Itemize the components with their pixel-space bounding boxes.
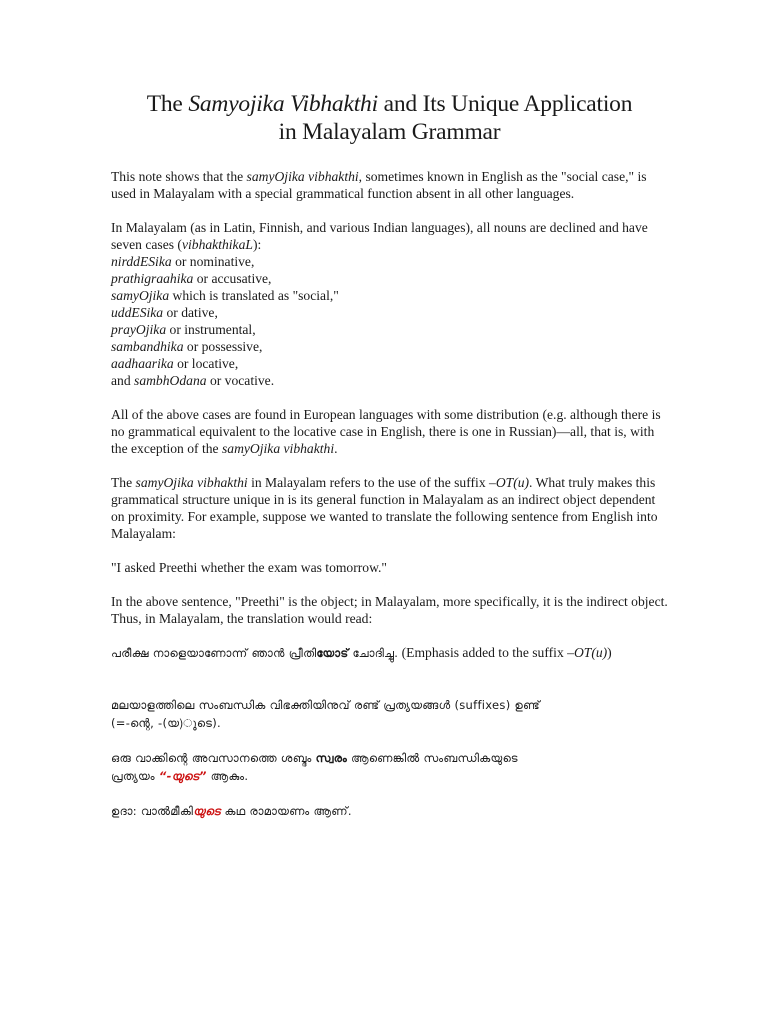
title-italic: Samyojika Vibhakthi: [188, 91, 378, 117]
emphasized-word: സ്വരം: [315, 751, 348, 765]
paragraph-cases: [111, 219, 668, 389]
malayalam-text: ഒരു വാക്കിന്റെ അവസാനത്തെ ശബ്ദം: [111, 751, 316, 765]
malayalam-text: ഉദാ: വാൽമീകി: [111, 804, 194, 818]
paragraph-intro: [111, 168, 668, 202]
paragraph-european: [111, 406, 668, 457]
malayalam-paragraph-1: [111, 696, 668, 732]
title-suffix: and Its Unique Application: [377, 91, 633, 117]
term: samyOjika vibhakthi: [246, 169, 359, 184]
malayalam-text: പ്രത്യയം: [111, 769, 159, 783]
paragraph-suffix: [111, 474, 668, 542]
title-line2: in Malayalam Grammar: [278, 119, 501, 145]
malayalam-text: ആണെങ്കിൽ സംബന്ധികയുടെ: [347, 751, 518, 765]
case-item: and sambhOdana or vocative.: [111, 373, 275, 388]
text: ): [607, 645, 612, 660]
highlighted-suffix: യുടെ: [193, 804, 221, 818]
highlighted-suffix: “-യുടെ”: [158, 769, 207, 783]
malayalam-text: ചോദിച്ചു.: [348, 646, 399, 660]
text: All of the above cases are found in European languages with some distribution (e.g. although there is no grammatical equivalent to the locative case in English, there is one in Russian)—all, that is, with the exception of the: [111, 407, 661, 456]
text: ):: [252, 237, 262, 252]
case-item: aadhaarika or locative,: [111, 356, 239, 371]
term: OT(u): [495, 475, 530, 490]
malayalam-text: (=-ന്റെ, -(യ)ുടെ).: [111, 716, 221, 730]
malayalam-text: കഥ രാമായണം ആണ്.: [220, 804, 352, 818]
case-item: samyOjika which is translated as "social,": [111, 288, 339, 303]
case-item: prathigraahika or accusative,: [111, 271, 272, 286]
case-item: uddESika or dative,: [111, 305, 218, 320]
paragraph-object: In the above sentence, "Preethi" is the object; in Malayalam, more specifically, it is the indirect object. Thus, in Malayalam, the translation would read:: [111, 594, 668, 626]
text: , sometimes known in English as the "social case," is used in Malayalam with a special grammatical function absent in all other languages.: [111, 169, 647, 201]
term: vibhakthikaL: [181, 237, 253, 252]
text: This note shows that the: [111, 169, 247, 184]
malayalam-text: പരീക്ഷ നാളെയാണോന്ന് ഞാൻ പ്രീതി: [111, 646, 317, 660]
text: . What truly makes this grammatical structure unique in is its general function in Malayalam as an indirect object dependent on proximity. For example, suppose we wanted to translate the following sentence from English into Malayalam:: [111, 475, 658, 541]
text: in Malayalam refers to the use of the suffix –: [247, 475, 496, 490]
case-item: nirddESika or nominative,: [111, 254, 255, 269]
text: (Emphasis added to the suffix –: [398, 645, 574, 660]
malayalam-text: ആകും.: [206, 769, 249, 783]
text: The: [111, 475, 136, 490]
malayalam-example: [111, 802, 668, 820]
malayalam-text: മലയാളത്തിലെ സംബന്ധിക വിഭക്തിയിനുവ് രണ്ട് പ്രത്യയങ്ങൾ (suffixes) ഉണ്ട്: [111, 698, 540, 712]
term: OT(u): [573, 645, 608, 660]
example-sentence: "I asked Preethi whether the exam was tomorrow.": [111, 560, 387, 575]
malayalam-paragraph-2: [111, 749, 668, 785]
title-prefix: The: [146, 91, 189, 117]
term: samyOjika vibhakthi: [135, 475, 248, 490]
case-item: prayOjika or instrumental,: [111, 322, 256, 337]
emphasized-suffix: യോട്: [316, 646, 349, 660]
text: .: [334, 441, 338, 456]
text: In Malayalam (as in Latin, Finnish, and various Indian languages), all nouns are declined and have seven cases (: [111, 220, 648, 252]
term: samyOjika vibhakthi: [221, 441, 335, 456]
malayalam-translation: [111, 644, 668, 662]
page-title: [111, 90, 668, 146]
case-item: sambandhika or possessive,: [111, 339, 263, 354]
